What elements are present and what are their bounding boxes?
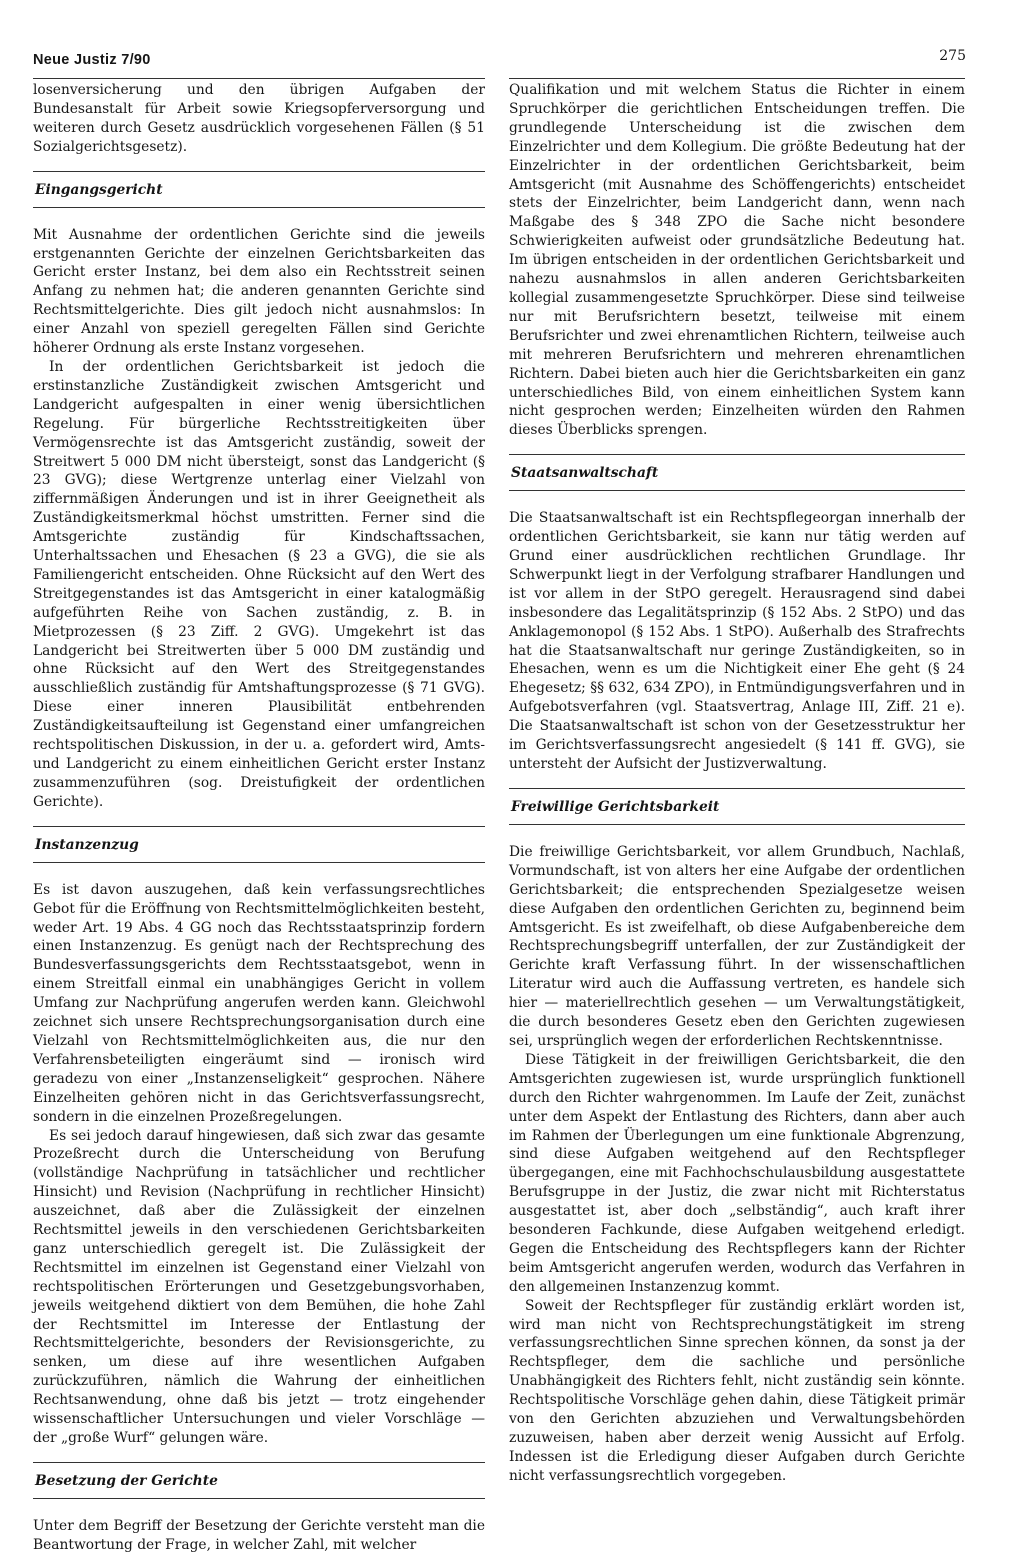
- section-heading: Instanzenzug: [35, 836, 139, 853]
- header-rule-left: [33, 78, 485, 79]
- section-rule: [33, 171, 485, 172]
- section-besetzung: [33, 1462, 485, 1555]
- section-rule: [33, 1462, 485, 1463]
- section-rule: [33, 826, 485, 827]
- paragraph: Diese Tätigkeit in der freiwilligen Gerichtsbarkeit, die den Amtsgerichten zugewiesen ist, wurde ursprünglich funktionell durch den Richter wahrgenommen. Im Laufe der Zeit, zunächst unter dem Aspekt der Entlastung des Richters, dann aber auch im Rahmen der Überlegungen um eine funktionale Abgrenzung, sind diese Aufgaben weitgehend auf den Rechtspfleger übergegangen, eine mit Fachhochschulausbildung ausgestattete Berufsgruppe in der Justiz, die zwar nicht mit Richterstatus ausgestattet ist, aber doch „selbständig“, auch kraft ihrer besonderen Fachkunde, diese Aufgaben weitgehend erledigt. Gegen die Entscheidung des Rechtspflegers kann der Richter beim Amtsgericht angerufen werden, wodurch das Verfahren in den allgemeinen Instanzenzug kommt.: [509, 1051, 965, 1295]
- paragraph: Es ist davon auszugehen, daß kein verfassungsrechtliches Gebot für die Eröffnung von Rechtsmittelmöglichkeiten besteht, weder Art. 19 Abs. 4 GG noch das Rechtsstaatsprinzip fordern einen Instanzenzug. Es genügt nach der Rechtsprechung des Bundesverfassungsgerichts dem Rechtsstaatsgebot, wenn in einem Streitfall einmal ein unabhängiges Gericht in vollem Umfang zur Nachprüfung angerufen werden kann. Gleichwohl zeichnet sich unsere Rechtsprechungsorganisation durch eine Vielzahl von Rechtsmittelmöglichkeiten aus, die nur den Verfahrensbeteiligten eingeräumt sind — ironisch wird geradezu von einer „Instanzenseligkeit“ gesprochen. Nähere Einzelheiten gehören nicht in das Gerichtsverfassungsrecht, sondern in die einzelnen Prozeßregelungen.: [33, 881, 485, 1125]
- paragraph: Es sei jedoch darauf hingewiesen, daß sich zwar das gesamte Prozeßrecht durch die Unterscheidung von Berufung (vollständige Nachprüfung in tatsächlicher und rechtlicher Hinsicht) und Revision (Nachprüfung in rechtlicher Hinsicht) auszeichnet, daß aber die Zulässigkeit der einzelnen Rechtsmittel jeweils in den verschiedenen Gerichtsbarkeiten ganz unterschiedlich geregelt ist. Die Zulässigkeit der Rechtsmittel im einzelnen ist Gegenstand einer Vielzahl von rechtspolitischen Erörterungen und Gesetzgebungsvorhaben, jeweils weitgehend diktiert von dem Bemühen, die hohe Zahl der Rechtsmittel im Interesse der Entlastung der Rechtsmittelgerichte, besonders der Revisionsgerichte, zu senken, um diese auf ihre wesentlichen Aufgaben zurückzuführen, nämlich die Wahrung der einheitlichen Rechtsanwendung, ohne daß bis jetzt — trotz eingehender wissenschaftlicher Untersuchungen und vieler Vorschläge — der „große Wurf“ gelungen wäre.: [33, 1127, 485, 1446]
- left-column: [33, 78, 485, 1555]
- section-heading: Eingangsgericht: [35, 181, 163, 198]
- header-rule-right: [509, 78, 965, 79]
- section-instanzenzug: [33, 826, 485, 1448]
- continued-paragraph: losenversicherung und den übrigen Aufgaben der Bundesanstalt für Arbeit sowie Kriegsopferversorgung und weiteren durch Gesetz ausdrücklich vorgesehenen Fällen (§ 51 Sozialgerichtsgesetz).: [33, 82, 485, 155]
- section-eingangsgericht: [33, 171, 485, 812]
- section-heading: Freiwillige Gerichtsbarkeit: [511, 798, 720, 815]
- continued-paragraph: Qualifikation und mit welchem Status die Richter in einem Spruchkörper die gerichtlichen Entscheidungen treffen. Die grundlegende Unterscheidung ist die zwischen dem Einzelrichter und dem Kollegium. Die größte Bedeutung hat der Einzelrichter in der ordentlichen Gerichtsbarkeit, beim Amtsgericht (mit Ausnahme des Schöffengerichts) entscheidet stets der Einzelrichter, beim Landgericht dann, wenn nach Maßgabe des § 348 ZPO die Sache nicht besondere Schwierigkeiten aufweist oder grundsätzliche Bedeutung hat. Im übrigen entscheiden in der ordentlichen Gerichtsbarkeit und nahezu ausnahmslos in allen anderen Gerichtsbarkeiten kollegial zusammengesetzte Spruchkörper. Diese sind teilweise nur mit Berufsrichtern besetzt, teilweise mit einem Berufsrichter und zwei ehrenamtlichen Richtern, teilweise auch mit mehreren Berufsrichtern und mehreren ehrenamtlichen Richtern. Dabei bieten auch hier die Gerichtsbarkeiten ein ganz unterschiedliches Bild, von einem einheitlichen System kann nicht gesprochen werden; Einzelheiten würden den Rahmen dieses Überblicks sprengen.: [509, 82, 965, 439]
- right-column: [509, 78, 965, 1486]
- paragraph: In der ordentlichen Gerichtsbarkeit ist jedoch die erstinstanzliche Zuständigkeit zwischen Amtsgericht und Landgericht aufgespalten in einer wenig übersichtlichen Regelung. Für bürgerliche Rechtsstreitigkeiten über Vermögensrechte ist das Amtsgericht zuständig, soweit der Streitwert 5 000 DM nicht übersteigt, sonst das Landgericht (§ 23 GVG); diese Wertgrenze unterlag einer Vielzahl von ziffernmäßigen Änderungen und ist in ihrer Geeignetheit als Zuständigkeitsmerkmal höchst umstritten. Ferner sind die Amtsgerichte zuständig für Kindschaftssachen, Unterhaltssachen und Ehesachen (§ 23 a GVG), die sie als Familiengericht entscheiden. Ohne Rücksicht auf den Wert des Streitgegenstandes ist das Amtsgericht in einer katalogmäßig aufgeführten Reihe von Sachen zuständig, z. B. in Mietprozessen (§ 23 Ziff. 2 GVG). Umgekehrt ist das Landgericht bei Streitwerten über 5 000 DM zuständig und ohne Rücksicht auf den Wert des Streitgegenstandes ausschließlich zuständig für Amtshaftungsprozesse (§ 71 GVG). Diese einer inneren Plausibilität entbehrenden Zuständigkeitsaufteilung ist Gegenstand einer umfangreichen rechtspolitischen Diskussion, in der u. a. gefordert wird, Amts- und Landgericht zu einem einheitlichen Gericht erster Instanz zusammenzuführen (sog. Dreistufigkeit der ordentlichen Gerichte).: [33, 358, 485, 810]
- section-staatsanwaltschaft: [509, 454, 965, 774]
- section-heading: Staatsanwaltschaft: [511, 465, 659, 482]
- section-rule: [509, 788, 965, 789]
- section-freiwillige-gerichtsbarkeit: [509, 788, 965, 1486]
- paragraph: Mit Ausnahme der ordentlichen Gerichte sind die jeweils erstgenannten Gerichte der einzelnen Gerichtsbarkeiten das Gericht erster Instanz, bei dem also ein Rechtsstreit seinen Anfang zu nehmen hat; die anderen genannten Gerichte sind Rechtsmittelgerichte. Dies gilt jedoch nicht ausnahmslos: In einer Anzahl von speziell geregelten Fällen sind Gerichte höherer Ordnung als erste Instanz vorgesehen.: [33, 226, 485, 357]
- heading-underline: [33, 207, 485, 208]
- heading-underline: [33, 862, 485, 863]
- heading-underline: [509, 824, 965, 825]
- section-rule: [509, 454, 965, 455]
- paragraph: Unter dem Begriff der Besetzung der Gerichte versteht man die Beantwortung der Frage, in welcher Zahl, mit welcher: [33, 1517, 485, 1553]
- journal-title: Neue Justiz 7/90: [33, 52, 151, 68]
- heading-underline: [509, 490, 965, 491]
- paragraph: Die Staatsanwaltschaft ist ein Rechtspflegeorgan innerhalb der ordentlichen Gerichtsbarkeit, sie kann nur tätig werden auf Grund einer ausdrücklichen rechtlichen Grundlage. Ihr Schwerpunkt liegt in der Verfolgung strafbarer Handlungen und ist vor allem in der StPO geregelt. Herausragend sind dabei insbesondere das Legalitätsprinzip (§ 152 Abs. 2 StPO) und das Anklagemonopol (§ 152 Abs. 1 StPO). Außerhalb des Strafrechts hat die Staatsanwaltschaft nur geringe Zuständigkeiten, so in Ehesachen, wenn es um die Nichtigkeit einer Ehe geht (§ 24 Ehegesetz; §§ 632, 634 ZPO), in Entmündigungsverfahren und in Aufgebotsverfahren (vgl. Staatsvertrag, Anlage III, Ziff. 21 e). Die Staatsanwaltschaft ist schon von der Gesetzesstruktur her im Gerichtsverfassungsrecht angesiedelt (§ 141 ff. GVG), sie untersteht der Aufsicht der Justizverwaltung.: [509, 510, 965, 772]
- heading-underline: [33, 1498, 485, 1499]
- page-number: 275: [939, 48, 966, 64]
- section-heading: Besetzung der Gerichte: [35, 1472, 218, 1489]
- paragraph: Soweit der Rechtspfleger für zuständig erklärt worden ist, wird man nicht von Rechtsprechungstätigkeit im streng verfassungsrechtlichen Sinne sprechen können, da sonst ja der Rechtspfleger, dem die sachliche und persönliche Unabhängigkeit des Richters fehlt, nicht zuständig sein könnte. Rechtspolitische Vorschläge gehen dahin, diese Tätigkeit primär von den Gerichten abzuziehen und Verwaltungsbehörden zuzuweisen, haben aber derzeit wenig Aussicht auf Erfolg. Indessen ist die Erledigung dieser Aufgaben durch Gerichte nicht verfassungsrechtlich vorgegeben.: [509, 1297, 965, 1484]
- page-header: [33, 48, 966, 74]
- paragraph: Die freiwillige Gerichtsbarkeit, vor allem Grundbuch, Nachlaß, Vormundschaft, ist von alters her eine Aufgabe der ordentlichen Gerichtsbarkeit; die entsprechenden Spezialgesetze weisen diese Aufgaben den ordentlichen Gerichten zu, beginnend beim Amtsgericht. Es ist zweifelhaft, ob diese Aufgabenbereiche dem Rechtsprechungsbegriff unterfallen, der zur Zuständigkeit der Gerichte kraft Verfassung führt. In der wissenschaftlichen Literatur wird auch die Auffassung vertreten, es handele sich hier — materiellrechtlich gesehen — um Verwaltungstätigkeit, die durch besonderes Gesetz eben den Gerichten zugewiesen sei, ursprünglich wegen der erforderlichen Rechtskenntnisse.: [509, 843, 965, 1049]
